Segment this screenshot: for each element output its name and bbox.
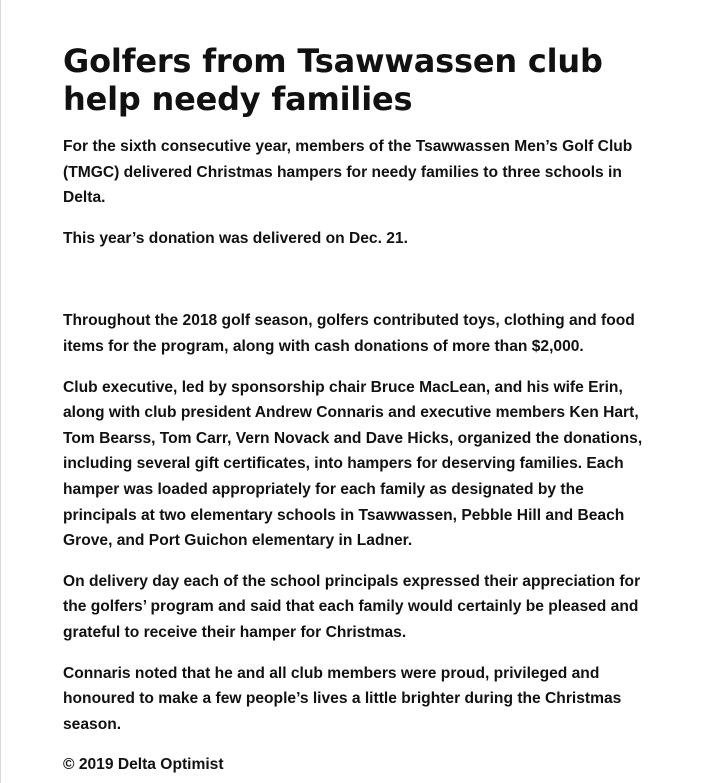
article-paragraph: Throughout the 2018 golf season, golfers contributed toys, clothing and food items for the program, along with cash donations of more than $2,000. bbox=[63, 312, 635, 355]
article-paragraph: For the sixth consecutive year, members of the Tsawwassen Men’s Golf Club (TMGC) delivered Christmas hampers for needy families to three schools in Delta. bbox=[63, 138, 633, 207]
article bbox=[63, 42, 653, 778]
copyright-notice: © 2019 Delta Optimist bbox=[63, 756, 224, 774]
article-paragraph: This year’s donation was delivered on Dec. 21. bbox=[63, 229, 408, 247]
article-paragraph: Connaris noted that he and all club members were proud, privileged and honoured to make a few people’s lives a little brighter during the Christmas season. bbox=[63, 664, 622, 733]
article-paragraph: On delivery day each of the school principals expressed their appreciation for the golfers’ program and said that each family would certainly be pleased and grateful to receive their hamper for Christmas. bbox=[63, 572, 641, 641]
paragraph-gap bbox=[63, 266, 653, 308]
article-paragraph: Club executive, led by sponsorship chair Bruce MacLean, and his wife Erin, along with club president Andrew Connaris and executive members Ken Hart, Tom Bearss, Tom Carr, Vern Novack and Dave Hicks, organized the donations, including several gift certificates, into hampers for deserving families. Each hamper was loaded appropriately for each family as designated by the principals at two elementary schools in Tsawwassen, Pebble Hill and Beach Grove, and Port Guichon elementary in Ladner. bbox=[63, 378, 643, 550]
article-headline: Golfers from Tsawwassen club help needy families bbox=[63, 42, 603, 118]
